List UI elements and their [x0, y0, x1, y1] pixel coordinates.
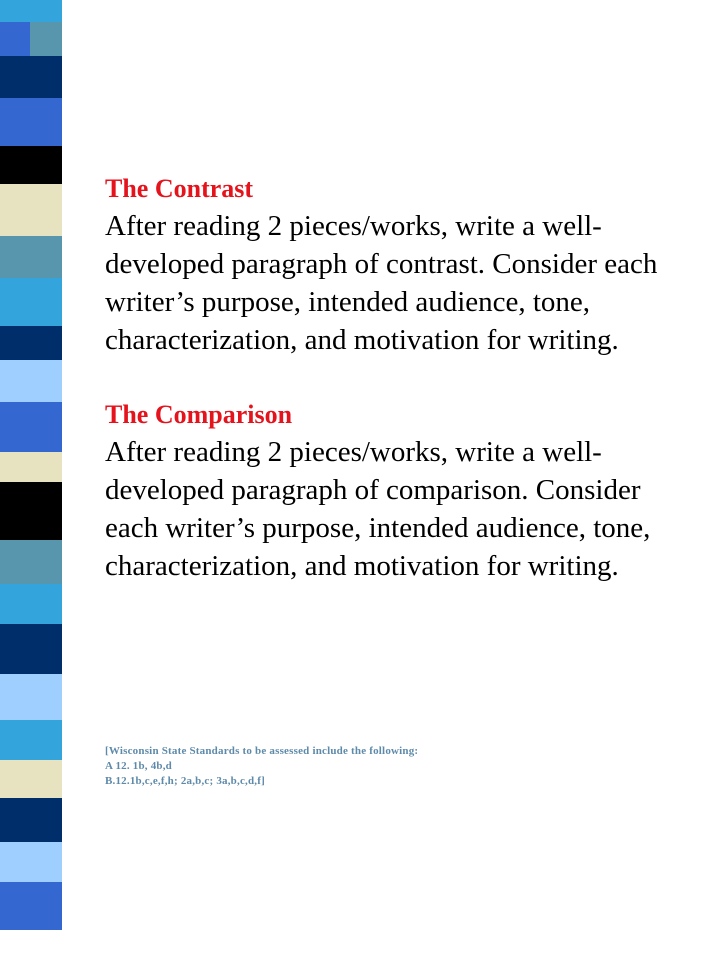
stripe-cell: [62, 584, 70, 624]
stripe-cell: [62, 882, 70, 930]
stripe-cell: [62, 482, 70, 540]
stripe-cell: [0, 482, 30, 540]
stripe-band: [0, 0, 70, 22]
stripe-band: [0, 624, 70, 674]
stripe-cell: [0, 402, 30, 452]
stripe-band: [0, 842, 70, 882]
standards-note: [105, 744, 665, 789]
stripe-cell: [0, 540, 30, 584]
stripe-cell: [0, 236, 30, 278]
stripe-cell: [30, 236, 62, 278]
stripe-band: [0, 674, 70, 720]
stripe-cell: [0, 278, 30, 326]
stripe-cell: [30, 482, 62, 540]
stripe-band: [0, 584, 70, 624]
stripe-cell: [30, 720, 62, 760]
stripe-band: [0, 326, 70, 360]
decorative-stripe: [0, 0, 70, 960]
stripe-cell: [62, 452, 70, 482]
stripe-cell: [0, 760, 30, 798]
stripe-cell: [0, 56, 30, 98]
stripe-band: [0, 540, 70, 584]
stripe-cell: [30, 842, 62, 882]
slide-content: [105, 170, 685, 585]
stripe-cell: [0, 882, 30, 930]
comparison-title: The Comparison: [105, 400, 293, 429]
stripe-cell: [62, 22, 70, 56]
stripe-cell: [0, 842, 30, 882]
stripe-cell: [30, 452, 62, 482]
stripe-cell: [30, 402, 62, 452]
stripe-cell: [30, 278, 62, 326]
stripe-band: [0, 402, 70, 452]
stripe-band: [0, 22, 70, 56]
stripe-cell: [30, 624, 62, 674]
stripe-cell: [30, 798, 62, 842]
stripe-band: [0, 798, 70, 842]
stripe-cell: [30, 540, 62, 584]
stripe-cell: [0, 720, 30, 760]
stripe-band: [0, 720, 70, 760]
stripe-cell: [62, 236, 70, 278]
stripe-band: [0, 98, 70, 146]
section-gap: [105, 359, 685, 396]
comparison-body: After reading 2 pieces/works, write a well-developed paragraph of comparison. Consider each writer’s purpose, intended audience, tone, characterization, and motivation for writing.: [105, 436, 651, 582]
stripe-band: [0, 482, 70, 540]
standards-line: [Wisconsin State Standards to be assessed include the following:: [105, 745, 419, 757]
stripe-band: [0, 146, 70, 184]
stripe-cell: [0, 326, 30, 360]
stripe-cell: [0, 674, 30, 720]
contrast-body: After reading 2 pieces/works, write a well-developed paragraph of contrast. Consider each writer’s purpose, intended audience, tone, characterization, and motivation for writing.: [105, 210, 658, 356]
stripe-cell: [30, 326, 62, 360]
stripe-cell: [62, 624, 70, 674]
stripe-cell: [30, 360, 62, 402]
stripe-cell: [30, 184, 62, 236]
stripe-cell: [0, 798, 30, 842]
stripe-cell: [30, 22, 62, 56]
stripe-cell: [62, 326, 70, 360]
stripe-cell: [62, 184, 70, 236]
stripe-cell: [30, 56, 62, 98]
stripe-band: [0, 882, 70, 930]
stripe-cell: [30, 674, 62, 720]
stripe-band: [0, 760, 70, 798]
stripe-cell: [30, 98, 62, 146]
standards-line: A 12. 1b, 4b,d: [105, 760, 172, 772]
stripe-cell: [62, 98, 70, 146]
stripe-cell: [0, 22, 30, 56]
stripe-cell: [30, 760, 62, 798]
stripe-band: [0, 452, 70, 482]
stripe-cell: [30, 146, 62, 184]
stripe-band: [0, 56, 70, 98]
contrast-title: The Contrast: [105, 174, 254, 203]
stripe-cell: [30, 584, 62, 624]
stripe-cell: [62, 360, 70, 402]
stripe-cell: [62, 278, 70, 326]
stripe-cell: [62, 540, 70, 584]
stripe-band: [0, 278, 70, 326]
stripe-cell: [62, 0, 70, 22]
stripe-cell: [62, 674, 70, 720]
stripe-cell: [62, 56, 70, 98]
stripe-cell: [30, 0, 62, 22]
stripe-cell: [0, 360, 30, 402]
stripe-cell: [0, 98, 30, 146]
stripe-cell: [0, 184, 30, 236]
stripe-band: [0, 184, 70, 236]
standards-line: B.12.1b,c,e,f,h; 2a,b,c; 3a,b,c,d,f]: [105, 775, 265, 787]
stripe-band: [0, 360, 70, 402]
stripe-cell: [62, 798, 70, 842]
stripe-band: [0, 236, 70, 278]
stripe-cell: [62, 760, 70, 798]
stripe-cell: [62, 842, 70, 882]
stripe-cell: [0, 146, 30, 184]
stripe-cell: [62, 402, 70, 452]
stripe-cell: [62, 720, 70, 760]
stripe-cell: [30, 882, 62, 930]
stripe-cell: [0, 584, 30, 624]
stripe-cell: [62, 146, 70, 184]
stripe-cell: [0, 452, 30, 482]
stripe-cell: [0, 0, 30, 22]
stripe-cell: [0, 624, 30, 674]
